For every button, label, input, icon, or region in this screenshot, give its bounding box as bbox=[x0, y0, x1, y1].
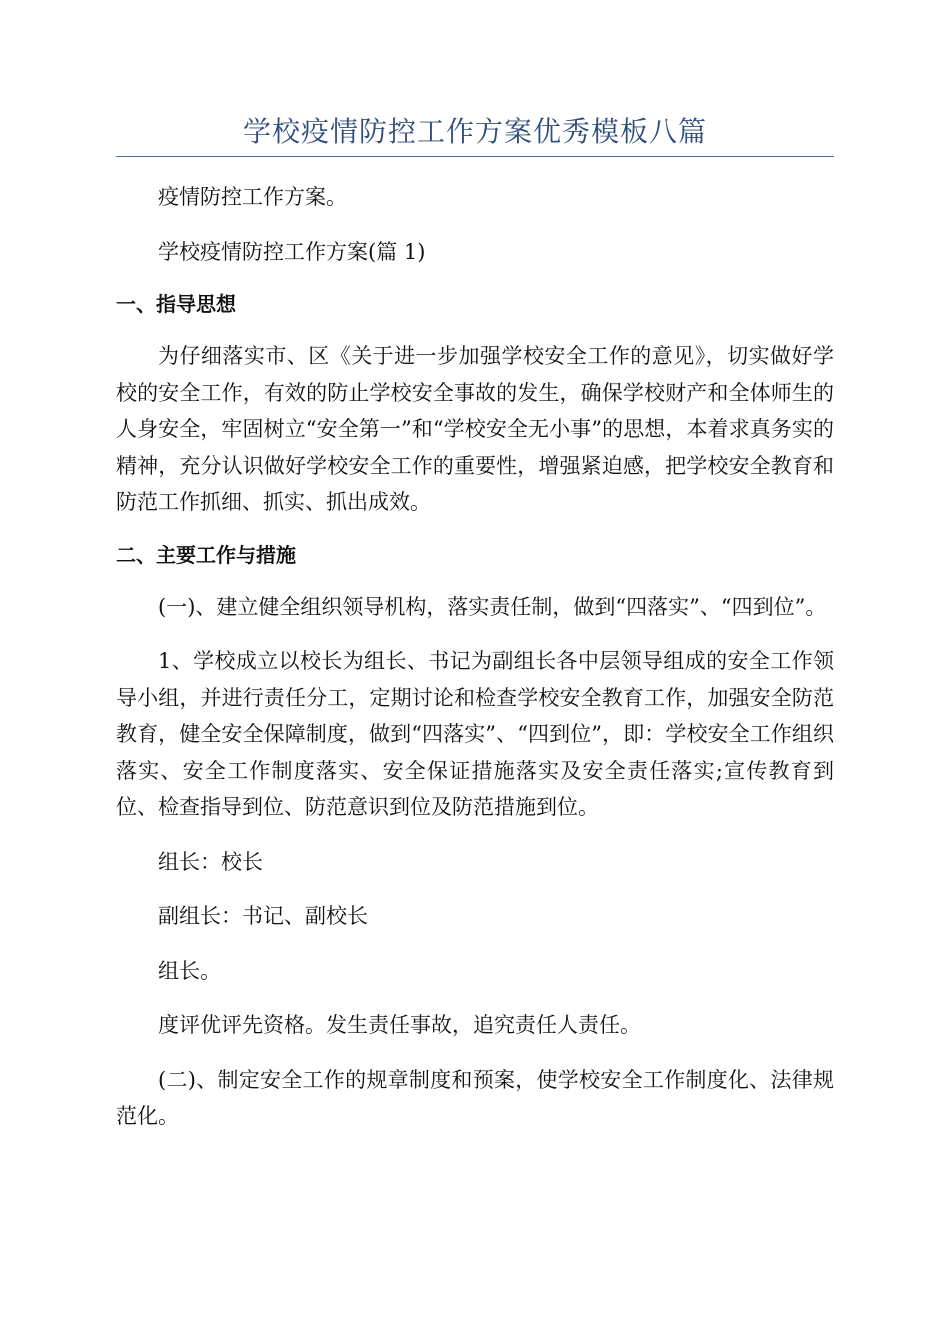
paragraph-intro: 疫情防控工作方案。 bbox=[158, 185, 347, 209]
paragraph-organization: (一)、建立健全组织领导机构，落实责任制，做到“四落实”、“四到位”。 bbox=[158, 594, 827, 619]
paragraph-group-leader: 组长：校长 bbox=[158, 849, 263, 874]
section-heading-main-work: 二、主要工作与措施 bbox=[116, 542, 296, 567]
paragraph-members: 组长。 bbox=[158, 958, 221, 983]
document-title: 学校疫情防控工作方案优秀模板八篇 bbox=[116, 110, 834, 157]
paragraph-deputy-leader: 副组长：书记、副校长 bbox=[158, 904, 368, 928]
document-page bbox=[116, 110, 834, 1135]
paragraph-accountability: 度评优评先资格。发生责任事故，追究责任人责任。 bbox=[158, 1013, 641, 1037]
paragraph-leadership-group: 1、学校成立以校长为组长、书记为副组长各中层领导组成的安全工作领导小组，并进行责任分工，定期讨论和检查学校安全教育工作，加强安全防范教育，健全安全保障制度，做到“四落实”、“四到位”，即：学校安全工作组织落实、安全工作制度落实、安全保证措施落实及安全责任落实;宣传教育到位、检查指导到位、防范意识到位及防范措施到位。 bbox=[116, 649, 834, 819]
paragraph-part-label: 学校疫情防控工作方案(篇 1) bbox=[158, 239, 426, 264]
section-heading-guiding-ideology: 一、指导思想 bbox=[116, 292, 236, 316]
paragraph-guiding-ideology: 为仔细落实市、区《关于进一步加强学校安全工作的意见》，切实做好学校的安全工作，有效的防止学校安全事故的发生，确保学校财产和全体师生的人身安全，牢固树立“安全第一”和“学校安全无小事”的思想，本着求真务实的精神，充分认识做好学校安全工作的重要性，增强紧迫感，把学校安全教育和防范工作抓细、抓实、抓出成效。 bbox=[116, 344, 834, 514]
paragraph-regulations: (二)、制定安全工作的规章制度和预案，使学校安全工作制度化、法律规范化。 bbox=[116, 1067, 834, 1128]
